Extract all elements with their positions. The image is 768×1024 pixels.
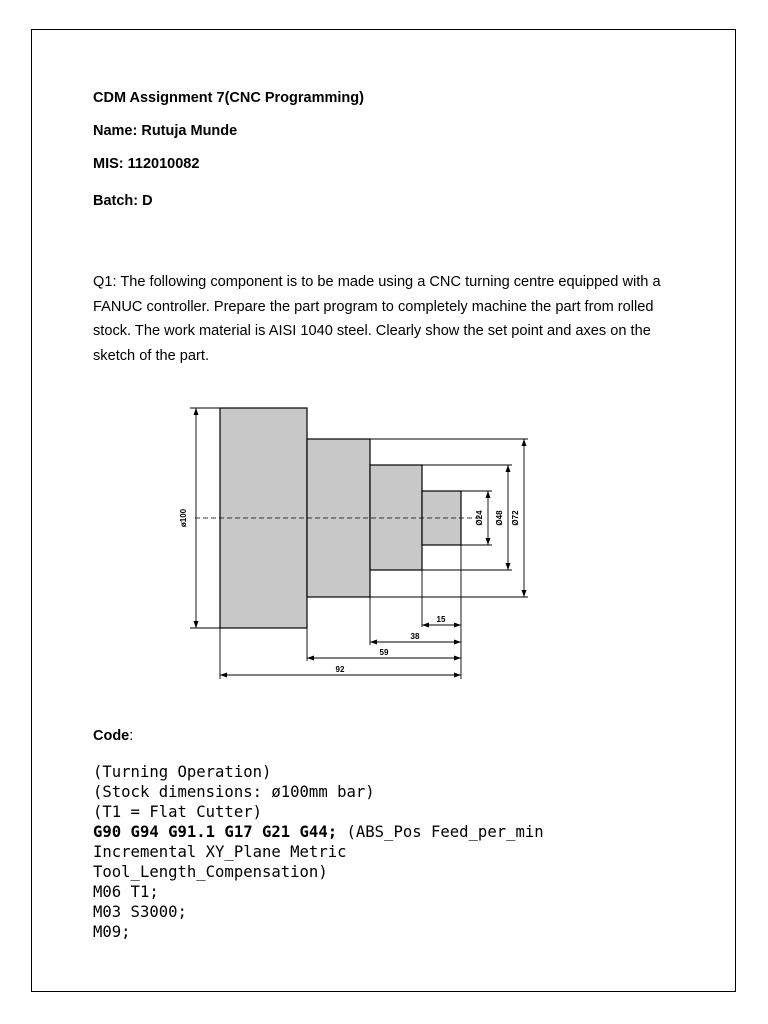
- code-line: M09;: [93, 923, 131, 941]
- code-line: Incremental XY_Plane Metric: [93, 843, 347, 861]
- part-drawing: [170, 395, 550, 685]
- code-line: M06 T1;: [93, 883, 159, 901]
- code-line: (Turning Operation): [93, 763, 272, 781]
- code-line: (T1 = Flat Cutter): [93, 803, 262, 821]
- code-label-bold: Code: [93, 728, 130, 744]
- code-label: [93, 728, 133, 744]
- dim-label-len-38: 38: [410, 632, 420, 641]
- dim-label-dia-48: Ø48: [495, 510, 504, 526]
- name-line: Name: Rutuja Munde: [93, 123, 238, 139]
- code-comment: (ABS_Pos Feed_per_min: [337, 823, 544, 841]
- code-label-colon: :: [129, 728, 134, 744]
- assignment-title: CDM Assignment 7(CNC Programming): [93, 90, 364, 106]
- dim-label-dia-100: ø100: [179, 508, 188, 528]
- section-dia-48: [370, 465, 422, 570]
- code-line: [93, 822, 544, 842]
- dim-label-len-92: 92: [335, 665, 345, 674]
- dim-label-len-15: 15: [436, 615, 446, 624]
- code-block: [93, 762, 544, 942]
- dim-label-dia-72: Ø72: [511, 510, 520, 526]
- code-line: Tool_Length_Compensation): [93, 863, 328, 881]
- code-line: M03 S3000;: [93, 903, 187, 921]
- code-line: (Stock dimensions: ø100mm bar): [93, 783, 375, 801]
- mis-line: MIS: 112010082: [93, 156, 200, 172]
- dim-label-len-59: 59: [379, 648, 389, 657]
- batch-line: Batch: D: [93, 193, 153, 209]
- dim-label-dia-24: Ø24: [475, 510, 484, 526]
- question-text: Q1: The following component is to be made using a CNC turning centre equipped with a FANUC controller. Prepare the part program to completely machine the part from rolled stock. The work material is AISI 1040 steel. Clearly show the set point and axes on the sketch of the part.: [93, 274, 661, 364]
- code-gcode-bold: G90 G94 G91.1 G17 G21 G44;: [93, 823, 338, 841]
